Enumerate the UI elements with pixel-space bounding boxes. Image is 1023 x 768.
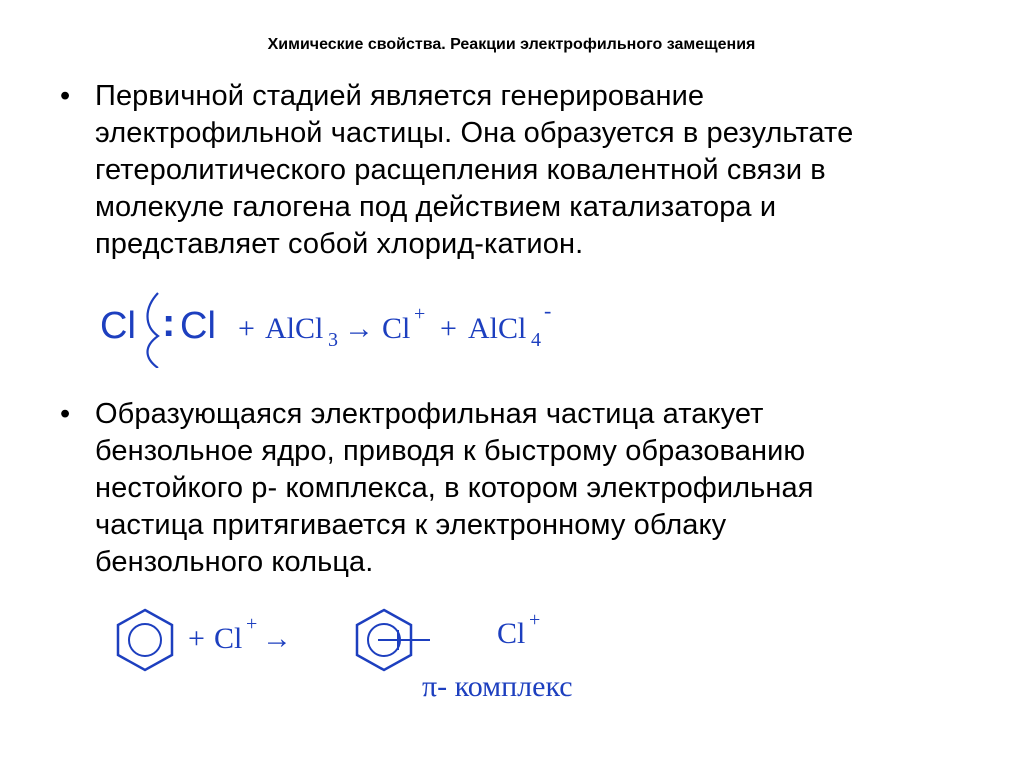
benzene-ring-icon <box>118 610 172 670</box>
paragraph-2-line: Образующаяся электрофильная частица атакует <box>95 398 764 430</box>
eq1-plus-2: + <box>440 312 457 345</box>
paragraph-1-line: представляет собой хлорид-катион. <box>95 228 584 260</box>
eq1-product-alcl4-sub: 4 <box>531 329 541 351</box>
eq1-product-alcl4: AlCl <box>468 312 527 345</box>
eq2-plus: + <box>188 622 205 655</box>
paragraph-1 <box>95 78 995 263</box>
chlorine-activation-equation <box>100 288 620 368</box>
eq1-arrow: → <box>344 312 374 345</box>
eq1-catalyst-sub: 3 <box>328 329 338 351</box>
eq2-arrow: → <box>262 622 292 655</box>
paragraph-2-line: бензольное ядро, приводя к быстрому образованию <box>95 435 806 467</box>
paragraph-1-line: электрофильной частицы. Она образуется в результате <box>95 117 854 149</box>
paragraph-2 <box>95 396 995 581</box>
slide-title: Химические свойства. Реакции электрофильного замещения <box>267 36 756 53</box>
paragraph-2-line: бензольного кольца. <box>95 546 374 578</box>
eq1-plus-1: + <box>238 312 255 345</box>
eq1-product-cl-sup: + <box>414 303 426 325</box>
paragraph-1-line: Первичной стадией является генерирование <box>95 80 705 112</box>
pi-complex-benzene-icon <box>357 610 430 670</box>
bullet-1: • <box>60 80 71 112</box>
eq1-cl-left: Cl <box>100 305 136 347</box>
paragraph-2-line: частица притягивается к электронному облаку <box>95 509 727 541</box>
eq1-electron-dots: : <box>162 301 176 345</box>
paragraph-2-line: нестойкого р- комплекса, в котором электрофильная <box>95 472 814 504</box>
eq2-complex-cl: Cl <box>497 617 526 650</box>
pi-complex-label: π- комплекс <box>422 670 573 703</box>
eq1-cl-right: Cl <box>180 305 216 347</box>
paragraph-1-line: молекуле галогена под действием катализатора и <box>95 191 777 223</box>
eq2-reagent-sup: + <box>246 613 258 635</box>
paragraph-1-line: гетеролитического расщепления ковалентной связи в <box>95 154 826 186</box>
eq2-complex-sup: + <box>529 609 541 631</box>
eq2-reagent: Cl <box>214 622 243 655</box>
pi-complex-equation <box>112 608 632 708</box>
eq1-product-alcl4-sup: - <box>544 298 552 323</box>
eq1-catalyst: AlCl <box>265 312 324 345</box>
eq1-product-cl: Cl <box>382 312 411 345</box>
bullet-2: • <box>60 398 71 430</box>
electron-pair-arrow-icon <box>148 293 159 368</box>
